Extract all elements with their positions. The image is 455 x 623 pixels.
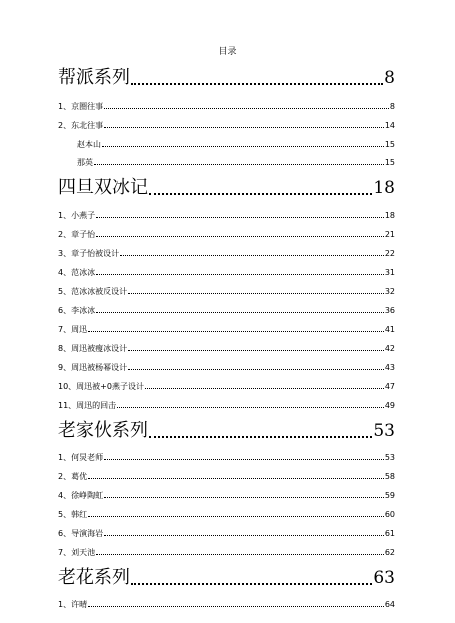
- entry-page-number: 43: [384, 363, 395, 372]
- toc-entry[interactable]: [58, 286, 395, 297]
- entry-page-number: 60: [384, 510, 395, 519]
- entry-page-number: 8: [389, 102, 395, 111]
- entry-page-number: 15: [384, 140, 395, 149]
- toc-entry[interactable]: [58, 547, 395, 558]
- toc-entry[interactable]: [58, 490, 395, 501]
- dot-leader: [96, 274, 384, 275]
- toc-section-heading[interactable]: [58, 567, 395, 589]
- section-page-number: 63: [373, 568, 395, 588]
- dot-leader: [88, 516, 384, 517]
- dot-leader: [131, 83, 383, 85]
- dot-leader: [128, 293, 384, 294]
- entry-label: 1、许晴: [58, 600, 88, 609]
- entry-page-number: 21: [384, 230, 395, 239]
- entry-label: 6、导演海岩: [58, 529, 104, 538]
- toc-entry[interactable]: [58, 267, 395, 278]
- entry-label: 赵本山: [77, 140, 101, 149]
- entry-page-number: 42: [384, 344, 395, 353]
- entry-label: 2、章子怡: [58, 230, 96, 239]
- dot-leader: [94, 164, 384, 165]
- toc-section-heading[interactable]: [58, 67, 395, 89]
- dot-leader: [131, 583, 372, 585]
- toc-entry[interactable]: [58, 599, 395, 610]
- section-page-number: 8: [384, 68, 395, 88]
- entry-label: 7、刘天池: [58, 548, 96, 557]
- section-label: 帮派系列: [58, 67, 130, 88]
- entry-label: 那英: [77, 158, 93, 167]
- dot-leader: [120, 255, 384, 256]
- entry-label: 2、葛优: [58, 472, 88, 481]
- toc-entry[interactable]: [58, 452, 395, 463]
- dot-leader: [96, 236, 384, 237]
- toc-entry[interactable]: [58, 381, 395, 392]
- toc-section-heading[interactable]: [58, 420, 395, 442]
- entry-page-number: 47: [384, 382, 395, 391]
- entry-label: 11、周迅的回击: [58, 401, 117, 410]
- section-label: 老花系列: [58, 567, 130, 588]
- toc-entry[interactable]: [58, 248, 395, 259]
- entry-page-number: 53: [384, 453, 395, 462]
- dot-leader: [104, 127, 384, 128]
- section-page-number: 18: [373, 178, 395, 198]
- toc-title: 目录: [218, 47, 237, 57]
- dot-leader: [128, 350, 384, 351]
- dot-leader: [96, 217, 384, 218]
- entry-page-number: 22: [384, 249, 395, 258]
- entry-label: 6、李冰冰: [58, 306, 96, 315]
- entry-label: 1、京圈往事: [58, 102, 104, 111]
- toc-entry[interactable]: [58, 210, 395, 221]
- toc-section-heading[interactable]: [58, 177, 395, 199]
- entry-page-number: 31: [384, 268, 395, 277]
- entry-page-number: 41: [384, 325, 395, 334]
- dot-leader: [96, 312, 384, 313]
- entry-label: 7、周迅: [58, 325, 88, 334]
- dot-leader: [104, 459, 384, 460]
- entry-page-number: 49: [384, 401, 395, 410]
- entry-label: 2、东北往事: [58, 121, 104, 130]
- dot-leader: [104, 535, 384, 536]
- entry-page-number: 32: [384, 287, 395, 296]
- entry-page-number: 59: [384, 491, 395, 500]
- dot-leader: [104, 497, 384, 498]
- entry-label: 10、周迅被+0燕子设计: [58, 382, 144, 391]
- entry-label: 1、何炅老师: [58, 453, 104, 462]
- entry-label: 3、章子怡被设计: [58, 249, 120, 258]
- toc-entry[interactable]: [58, 343, 395, 354]
- toc-entry[interactable]: [58, 471, 395, 482]
- dot-leader: [128, 369, 384, 370]
- entry-page-number: 62: [384, 548, 395, 557]
- dot-leader: [149, 193, 372, 195]
- dot-leader: [149, 436, 372, 438]
- toc-entry[interactable]: [58, 400, 395, 411]
- dot-leader: [145, 388, 384, 389]
- entry-page-number: 18: [384, 211, 395, 220]
- toc-subentry[interactable]: [77, 157, 395, 168]
- dot-leader: [88, 331, 384, 332]
- section-label: 四旦双冰记: [58, 177, 148, 198]
- entry-page-number: 15: [384, 158, 395, 167]
- entry-page-number: 58: [384, 472, 395, 481]
- entry-label: 4、徐峥陶虹: [58, 491, 104, 500]
- toc-subentry[interactable]: [77, 139, 395, 150]
- entry-label: 8、周迅被瘦冰设计: [58, 344, 128, 353]
- toc-entry[interactable]: [58, 101, 395, 112]
- toc-entry[interactable]: [58, 120, 395, 131]
- dot-leader: [88, 606, 384, 607]
- entry-page-number: 61: [384, 529, 395, 538]
- entry-label: 4、范冰冰: [58, 268, 96, 277]
- dot-leader: [117, 407, 384, 408]
- dot-leader: [102, 146, 384, 147]
- entry-page-number: 36: [384, 306, 395, 315]
- toc-entry[interactable]: [58, 528, 395, 539]
- toc-entry[interactable]: [58, 305, 395, 316]
- section-label: 老家伙系列: [58, 420, 148, 441]
- dot-leader: [96, 554, 384, 555]
- toc-entry[interactable]: [58, 362, 395, 373]
- entry-label: 5、韩红: [58, 510, 88, 519]
- toc-entry[interactable]: [58, 509, 395, 520]
- entry-label: 9、周迅被杨幂设计: [58, 363, 128, 372]
- entry-label: 1、小燕子: [58, 211, 96, 220]
- toc-entry[interactable]: [58, 324, 395, 335]
- dot-leader: [88, 478, 384, 479]
- entry-label: 5、范冰冰被反设计: [58, 287, 128, 296]
- section-page-number: 53: [373, 421, 395, 441]
- entry-page-number: 64: [384, 600, 395, 609]
- entry-page-number: 14: [384, 121, 395, 130]
- toc-entry[interactable]: [58, 229, 395, 240]
- dot-leader: [104, 108, 389, 109]
